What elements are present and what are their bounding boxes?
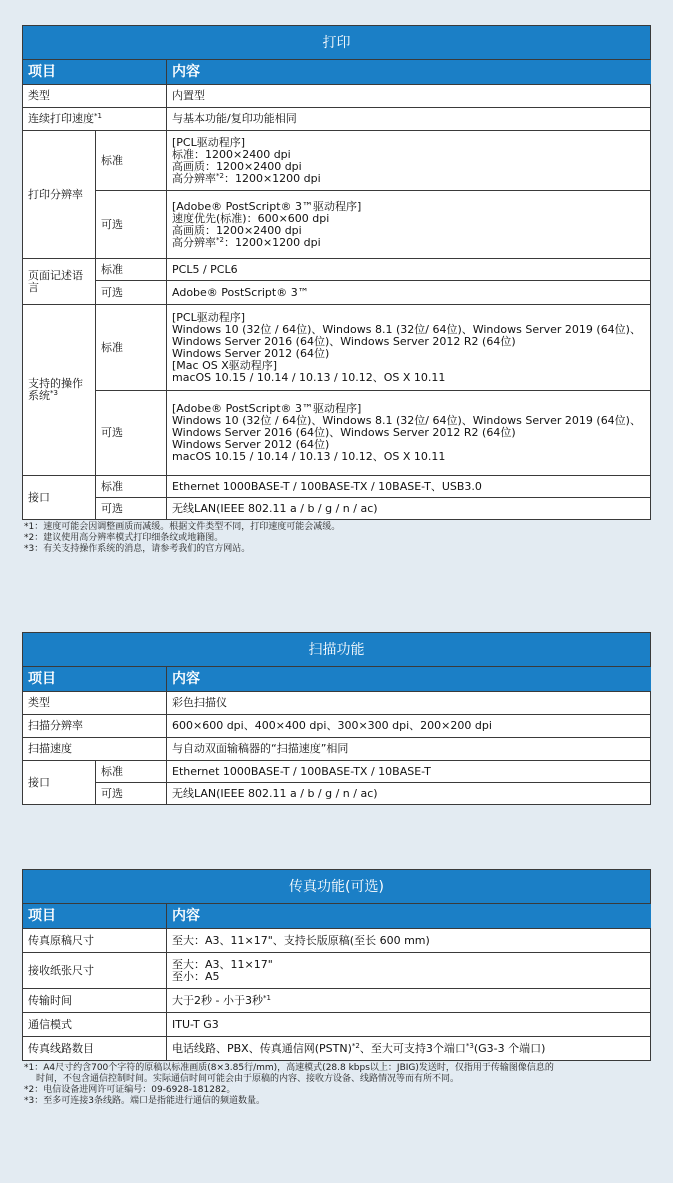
sub-label-standard: 标准 — [96, 259, 167, 281]
row-value: 至大：A3、11×17"、支持长版原稿(至长 600 mm) — [167, 929, 651, 953]
col-item-header: 项目 — [23, 60, 167, 85]
scan-title: 扫描功能 — [23, 633, 651, 667]
row-value: 无线LAN(IEEE 802.11 a / b / g / n / ac) — [167, 498, 651, 520]
footnote: *3：有关支持操作系统的消息，请参考我们的官方网站。 — [24, 544, 251, 554]
row-value: 内置型 — [167, 85, 651, 108]
row-value: 与基本功能/复印功能相同 — [167, 108, 651, 131]
sub-label-standard: 标准 — [96, 305, 167, 391]
row-value: [Adobe® PostScript® 3™驱动程序] Windows 10 (32位 / 64位)、Windows 8.1 (32位/ 64位)、Windows Server 2019 (64位)、 Windows Server 2016 (64位)、Windows Server 2012 R2 (64位) Windows Server 2012 (64位) macOS 10.15 / 10.14 / 10.13 / 10.12、OS X 10.11 — [167, 391, 651, 476]
row-label: 通信模式 — [23, 1013, 167, 1037]
fax-title-row — [23, 870, 651, 904]
scan-title-row — [23, 633, 651, 667]
fax-section — [22, 869, 650, 1107]
row-value: [Adobe® PostScript® 3™驱动程序] 速度优先(标准)：600×600 dpi 高画质：1200×2400 dpi 高分辨率$^{*2}$：1200×1200 dpi — [167, 191, 651, 259]
scan-header-row — [23, 667, 651, 692]
print-title-row — [23, 26, 651, 60]
footnote: *1：A4尺寸约含700个字符的原稿以标准画质(8×3.85行/mm)，高速模式(28.8 kbps以上：JBIG)发送时，仅指用于传输图像信息的 — [24, 1063, 554, 1073]
row-value: 与自动双面输稿器的“扫描速度”相同 — [167, 738, 651, 761]
table-row — [23, 131, 651, 191]
row-label: 传真原稿尺寸 — [23, 929, 167, 953]
table-row — [23, 281, 651, 305]
col-content-header: 内容 — [167, 60, 651, 85]
table-row — [23, 476, 651, 498]
sub-label-standard: 标准 — [96, 761, 167, 783]
fax-header-row — [23, 904, 651, 929]
row-label: 打印分辨率 — [23, 131, 96, 259]
row-label: 扫描分辨率 — [23, 715, 167, 738]
row-value: 大于2秒 - 小于3秒$^{*1}$ — [167, 989, 651, 1013]
row-value: [PCL驱动程序] Windows 10 (32位 / 64位)、Windows 8.1 (32位/ 64位)、Windows Server 2019 (64位)、 Windows Server 2016 (64位)、Windows Server 2012 R2 (64位) Windows Server 2012 (64位) [Mac OS X驱动程序] macOS 10.15 / 10.14 / 10.13 / 10.12、OS X 10.11 — [167, 305, 651, 391]
sub-label-optional: 可选 — [96, 498, 167, 520]
row-value: ITU-T G3 — [167, 1013, 651, 1037]
table-row — [23, 305, 651, 391]
row-value: Ethernet 1000BASE-T / 100BASE-TX / 10BASE-T、USB3.0 — [167, 476, 651, 498]
sub-label-standard: 标准 — [96, 131, 167, 191]
row-label: 传真线路数目 — [23, 1037, 167, 1061]
row-label: 页面记述语言 — [23, 259, 96, 305]
row-label: 接收纸张尺寸 — [23, 953, 167, 989]
row-label: 传输时间 — [23, 989, 167, 1013]
col-content-header: 内容 — [167, 667, 651, 692]
scan-spec-table — [22, 632, 651, 805]
footnote: *1：速度可能会因调整画质而减缓。根据文件类型不同，打印速度可能会减缓。 — [24, 522, 341, 532]
row-label: 连续打印速度$^{*1}$ — [23, 108, 167, 131]
footnote: 时间，不包含通信控制时间。实际通信时间可能会由于原稿的内容、接收方设备、线路情况等而有所不同。 — [36, 1074, 460, 1084]
row-label: 支持的操作系统$^{*3}$ — [23, 305, 96, 476]
row-label: 接口 — [23, 476, 96, 520]
sub-label-optional: 可选 — [96, 281, 167, 305]
table-row — [23, 1037, 651, 1061]
row-value: 无线LAN(IEEE 802.11 a / b / g / n / ac) — [167, 783, 651, 805]
table-row — [23, 498, 651, 520]
row-value: Ethernet 1000BASE-T / 100BASE-TX / 10BASE-T — [167, 761, 651, 783]
row-value: [PCL驱动程序] 标准：1200×2400 dpi 高画质：1200×2400 dpi 高分辨率$^{*2}$：1200×1200 dpi — [167, 131, 651, 191]
row-value: Adobe® PostScript® 3™ — [167, 281, 651, 305]
table-row — [23, 191, 651, 259]
table-row — [23, 85, 651, 108]
row-value: 600×600 dpi、400×400 dpi、300×300 dpi、200×200 dpi — [167, 715, 651, 738]
fax-notes — [22, 1061, 650, 1107]
table-row — [23, 715, 651, 738]
sub-label-optional: 可选 — [96, 191, 167, 259]
col-content-header: 内容 — [167, 904, 651, 929]
footnote: *2：建议使用高分辨率模式打印细条纹或地籍图。 — [24, 533, 224, 543]
row-label: 类型 — [23, 85, 167, 108]
row-label: 扫描速度 — [23, 738, 167, 761]
print-title: 打印 — [23, 26, 651, 60]
row-value: 电话线路、PBX、传真通信网(PSTN)$^{*2}$、至大可支持3个端口$^{*3}$(G3-3 个端口) — [167, 1037, 651, 1061]
print-header-row — [23, 60, 651, 85]
scan-section — [22, 632, 650, 805]
table-row — [23, 929, 651, 953]
table-row — [23, 1013, 651, 1037]
row-label: 类型 — [23, 692, 167, 715]
row-value: 彩色扫描仪 — [167, 692, 651, 715]
row-value: PCL5 / PCL6 — [167, 259, 651, 281]
col-item-header: 项目 — [23, 667, 167, 692]
row-label: 接口 — [23, 761, 96, 805]
fax-spec-table — [22, 869, 651, 1061]
table-row — [23, 761, 651, 783]
footnote: *3：至多可连接3条线路。端口是指能进行通信的频道数量。 — [24, 1096, 265, 1106]
table-row — [23, 259, 651, 281]
fax-title: 传真功能(可选) — [23, 870, 651, 904]
table-row — [23, 108, 651, 131]
table-row — [23, 391, 651, 476]
col-item-header: 项目 — [23, 904, 167, 929]
table-row — [23, 692, 651, 715]
print-section — [22, 25, 650, 555]
sub-label-optional: 可选 — [96, 391, 167, 476]
table-row — [23, 738, 651, 761]
print-notes — [22, 520, 650, 555]
footnote: *2：电信设备进网许可证编号：09-6928-181282。 — [24, 1085, 236, 1095]
table-row — [23, 783, 651, 805]
row-value: 至大：A3、11×17" 至小：A5 — [167, 953, 651, 989]
table-row — [23, 953, 651, 989]
table-row — [23, 989, 651, 1013]
sub-label-optional: 可选 — [96, 783, 167, 805]
print-spec-table — [22, 25, 651, 520]
sub-label-standard: 标准 — [96, 476, 167, 498]
